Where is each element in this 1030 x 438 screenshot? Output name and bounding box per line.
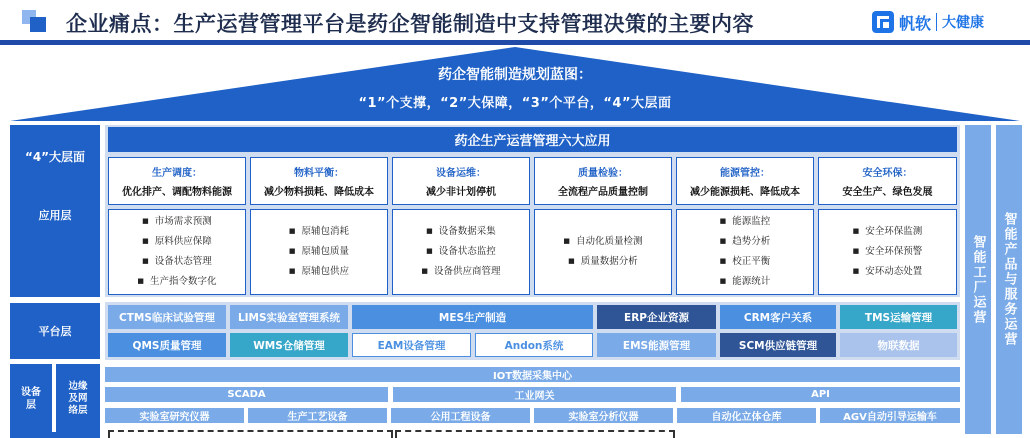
- bullet-list: [563, 232, 642, 272]
- bullet-item: ■ 质量数据分析: [563, 252, 642, 272]
- platform-system: ERP企业资源: [597, 305, 716, 329]
- left-app-panel: [10, 125, 100, 297]
- bullet-card: [534, 209, 672, 295]
- bullet-list: [720, 212, 771, 292]
- bullet-list: [289, 222, 349, 282]
- bullet-card: [250, 209, 388, 295]
- brand-divider: [936, 13, 937, 31]
- dashed-frame: [108, 430, 393, 438]
- scada-strip: SCADA: [105, 387, 388, 402]
- fanruan-logo-icon: [872, 11, 894, 33]
- platform-system: 物联数据: [840, 333, 957, 357]
- iot-strip: IOT数据采集中心: [105, 367, 960, 382]
- category-title: 物料平衡：: [294, 168, 344, 179]
- platform-system: CRM客户关系: [720, 305, 836, 329]
- category-desc: 减少物料损耗、降低成本: [264, 187, 374, 198]
- bullet-item: ■ 生产指令数字化: [137, 272, 216, 292]
- app-layer-label: 应用层: [38, 208, 72, 222]
- layers-label: “4”大层面: [24, 149, 86, 164]
- category-title: 设备运维：: [436, 168, 486, 179]
- category-desc: 减少能源损耗、降低成本: [690, 187, 800, 198]
- bullet-list: [421, 222, 500, 282]
- bullet-item: ■ 设备供应商管理: [421, 262, 500, 282]
- platform-layer-label: 平台层: [10, 303, 100, 359]
- platform-system: Andon系统: [475, 333, 593, 357]
- category-desc: 全流程产品质量控制: [558, 187, 648, 198]
- apps-header: 药企生产运营管理六大应用: [108, 127, 957, 152]
- category-title: 能源管控：: [720, 168, 770, 179]
- platform-system: QMS质量管理: [108, 333, 226, 357]
- api-strip: API: [681, 387, 960, 402]
- roof-subtitle: “1”个支撑，“2”大保障，“3”个平台，“4”大层面: [358, 96, 672, 111]
- bullet-item: ■ 趋势分析: [720, 232, 771, 252]
- category-card: [818, 157, 957, 205]
- device-strip: 实验室分析仪器: [534, 408, 673, 423]
- platform-system: TMS运输管理: [840, 305, 957, 329]
- platform-system: EMS能源管理: [597, 333, 716, 357]
- brand-logo: [872, 10, 1022, 34]
- right-product-panel: [996, 125, 1022, 434]
- roof-title: 药企智能制造规划蓝图：: [438, 67, 592, 83]
- platform-system: WMS仓储管理: [230, 333, 348, 357]
- bullet-item: ■ 安全环保监测: [853, 222, 923, 242]
- bullet-item: ■ 原料供应保障: [137, 232, 216, 252]
- right-factory-panel: [965, 125, 991, 434]
- category-title: 质量检验：: [578, 168, 628, 179]
- product-label: 智能产品与服务运营: [1001, 212, 1017, 347]
- category-card: [534, 157, 672, 205]
- device-strip: 公用工程设备: [391, 408, 530, 423]
- factory-label: 智能工厂运营: [970, 234, 986, 325]
- gateway-strip: 工业网关: [393, 387, 676, 402]
- bullet-item: ■ 自动化质量检测: [563, 232, 642, 252]
- device-strip: AGV自动引导运输车: [820, 408, 960, 423]
- bullet-item: ■ 设备数据采集: [421, 222, 500, 242]
- device-strip: 自动化立体仓库: [677, 408, 816, 423]
- category-card: [108, 157, 246, 205]
- brand-sub: 大健康: [942, 15, 985, 31]
- platform-system: SCM供应链管理: [720, 333, 836, 357]
- logo-squares-icon: [22, 10, 46, 32]
- bullet-card: [676, 209, 814, 295]
- device-strip: 生产工艺设备: [248, 408, 387, 423]
- platform-system: MES生产制造: [352, 305, 593, 329]
- bottom-left-bar: [10, 432, 100, 438]
- bullet-item: ■ 原辅包供应: [289, 262, 349, 282]
- category-title: 生产调度：: [152, 168, 202, 179]
- category-desc: 减少非计划停机: [426, 187, 496, 198]
- edge-layer-label: 边缘及网络层: [56, 364, 100, 434]
- device-layer-label: 设备层: [10, 364, 52, 434]
- roof-banner: [0, 45, 1030, 123]
- bullet-item: ■ 能源统计: [720, 272, 771, 292]
- brand-name: 帆软: [899, 13, 932, 33]
- bullet-card: [818, 209, 957, 295]
- bullet-list: [137, 212, 216, 292]
- bullet-list: [853, 222, 923, 282]
- dashed-frame: [395, 430, 675, 438]
- bullet-item: ■ 校正平衡: [720, 252, 771, 272]
- category-card: [676, 157, 814, 205]
- bullet-item: ■ 原辅包消耗: [289, 222, 349, 242]
- category-desc: 安全生产、绿色发展: [842, 187, 933, 198]
- device-strip: 实验室研究仪器: [105, 408, 244, 423]
- bullet-item: ■ 原辅包质量: [289, 242, 349, 262]
- bullet-item: ■ 安全环保预警: [853, 242, 923, 262]
- bullet-item: ■ 市场需求预测: [137, 212, 216, 232]
- bullet-item: ■ 能源监控: [720, 212, 771, 232]
- bullet-item: ■ 安环动态处置: [853, 262, 923, 282]
- bullet-item: ■ 设备状态管理: [137, 252, 216, 272]
- category-desc: 优化排产、调配物料能源: [122, 187, 232, 198]
- category-title: 安全环保：: [862, 168, 913, 179]
- category-card: [392, 157, 530, 205]
- platform-system: CTMS临床试验管理: [108, 305, 226, 329]
- bullet-item: ■ 设备状态监控: [421, 242, 500, 262]
- platform-system: EAM设备管理: [352, 333, 471, 357]
- platform-system: LIMS实验室管理系统: [230, 305, 348, 329]
- category-card: [250, 157, 388, 205]
- page-title: 企业痛点：生产运营管理平台是药企智能制造中支持管理决策的主要内容: [66, 12, 754, 36]
- bullet-card: [108, 209, 246, 295]
- bullet-card: [392, 209, 530, 295]
